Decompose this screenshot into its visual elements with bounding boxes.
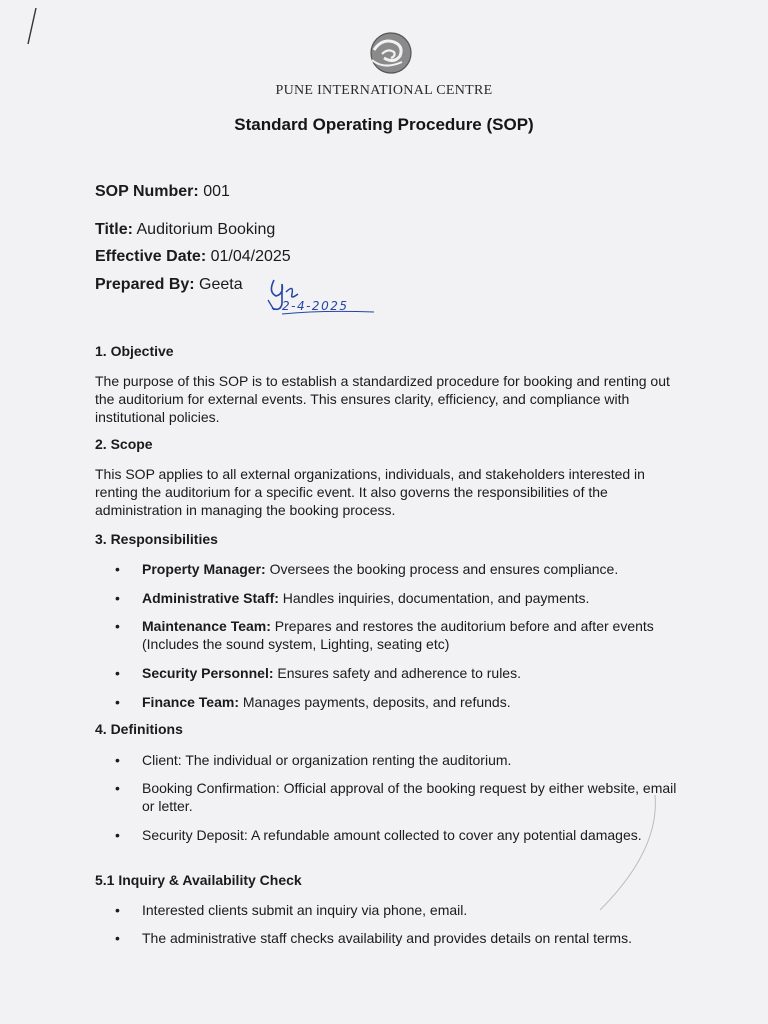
title-value: Auditorium Booking: [136, 221, 276, 238]
inquiry-step-text: Interested clients submit an inquiry via phone, email.: [142, 902, 468, 918]
objective-heading: 1. Objective: [95, 343, 174, 359]
role-label: Security Personnel:: [142, 665, 274, 681]
centre-logo-icon: [364, 30, 418, 76]
role-label: Finance Team:: [142, 694, 239, 710]
role-label: Maintenance Team:: [142, 618, 271, 634]
sop-number-field: [95, 183, 230, 201]
role-description: Manages payments, deposits, and refunds.: [239, 694, 511, 710]
bullet-icon: •: [115, 665, 120, 681]
role-label: Administrative Staff:: [142, 590, 279, 606]
organization-name: PUNE INTERNATIONAL CENTRE: [275, 83, 493, 98]
definition-text: Booking Confirmation: Official approval of the booking request by either website, email or letter.: [142, 780, 677, 814]
title-field: [95, 221, 275, 239]
objective-text: The purpose of this SOP is to establish a standardized procedure for booking and renting out the auditorium for external events. This ensures clarity, efficiency, and compliance with institutional policies.: [95, 373, 670, 425]
inquiry-heading: 5.1 Inquiry & Availability Check: [95, 872, 302, 888]
role-description: Oversees the booking process and ensures compliance.: [265, 561, 619, 577]
stray-pen-mark-icon: [560, 790, 680, 920]
role-description: Prepares and restores the auditorium before and after events (Includes the sound system, Lighting, seating etc): [142, 618, 654, 652]
bullet-icon: •: [115, 561, 120, 577]
pen-mark-icon: [22, 6, 42, 46]
inquiry-step-text: The administrative staff checks availability and provides details on rental terms.: [142, 930, 632, 946]
bullet-icon: •: [115, 618, 120, 634]
handwritten-signature: [262, 270, 382, 316]
definitions-heading: 4. Definitions: [95, 721, 183, 737]
bullet-icon: •: [115, 780, 120, 796]
sop-number-value: 001: [203, 183, 230, 200]
responsibilities-heading: 3. Responsibilities: [95, 531, 218, 547]
bullet-icon: •: [115, 827, 120, 843]
svg-text:2-4-2025: 2-4-2025: [282, 299, 349, 313]
title-label: Title:: [95, 221, 133, 238]
effective-date-value: 01/04/2025: [210, 248, 291, 265]
sop-number-label: SOP Number:: [95, 183, 199, 200]
scope-heading: 2. Scope: [95, 436, 153, 452]
role-description: Handles inquiries, documentation, and payments.: [278, 590, 590, 606]
bullet-icon: •: [115, 902, 120, 918]
bullet-icon: •: [115, 694, 120, 710]
definition-text: Security Deposit: A refundable amount collected to cover any potential damages.: [142, 827, 642, 843]
prepared-by-label: Prepared By:: [95, 276, 195, 293]
prepared-by-field: [95, 276, 243, 294]
scope-text: This SOP applies to all external organizations, individuals, and stakeholders interested in renting the auditorium for a specific event. It also governs the responsibilities of the administration in managing the booking process.: [95, 466, 645, 518]
prepared-by-value: Geeta: [199, 276, 243, 293]
bullet-icon: •: [115, 930, 120, 946]
bullet-icon: •: [115, 590, 120, 606]
document-title: Standard Operating Procedure (SOP): [234, 115, 534, 134]
role-label: Property Manager:: [142, 561, 266, 577]
bullet-icon: •: [115, 752, 120, 768]
definition-text: Client: The individual or organization renting the auditorium.: [142, 752, 512, 768]
effective-date-field: [95, 248, 291, 266]
role-description: Ensures safety and adherence to rules.: [273, 665, 521, 681]
effective-date-label: Effective Date:: [95, 248, 207, 265]
